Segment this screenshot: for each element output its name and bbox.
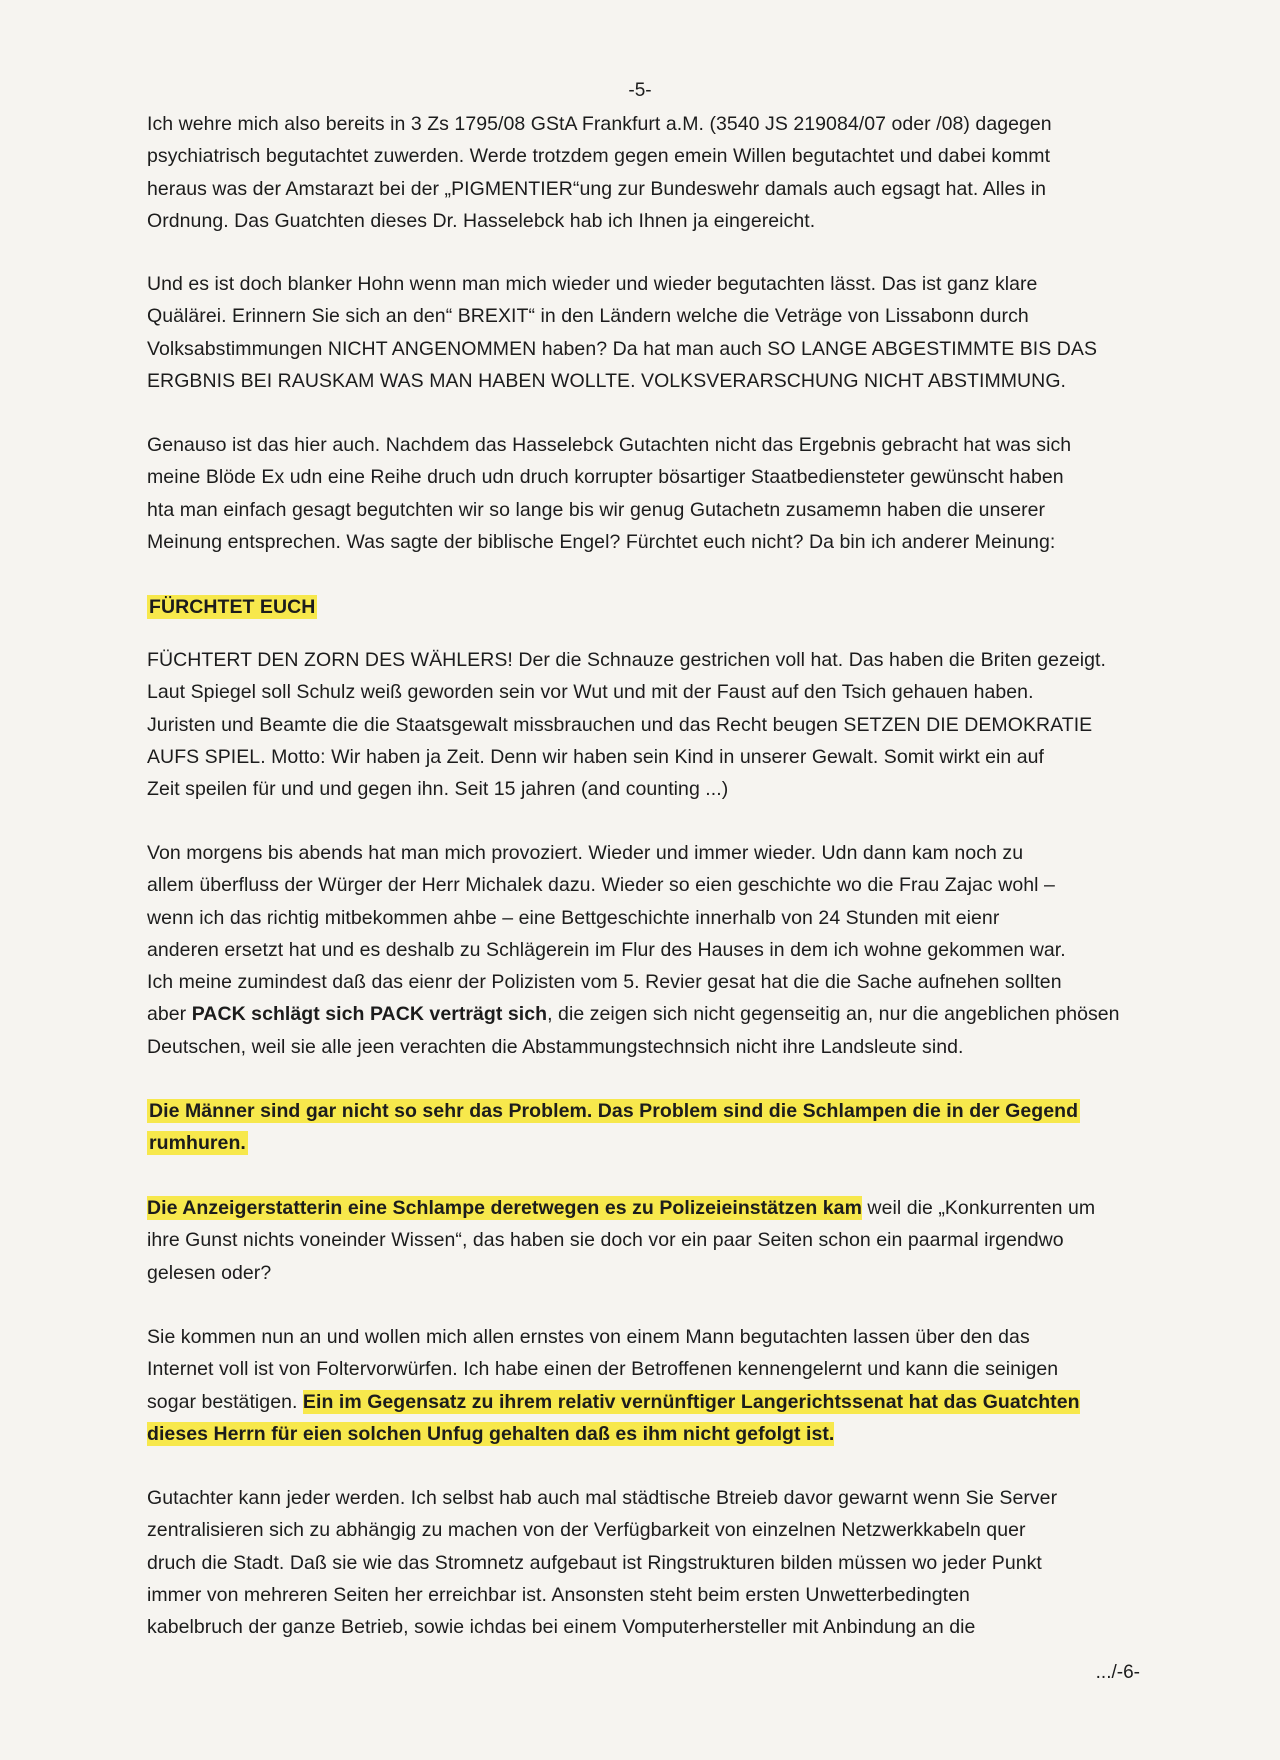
- text-line: Von morgens bis abends hat man mich provoziert. Wieder und immer wieder. Udn dann kam noch zu: [147, 842, 1024, 864]
- paragraph-2: [147, 268, 1147, 397]
- paragraph-5: [147, 837, 1147, 1063]
- text-line: Sie kommen nun an und wollen mich allen ernstes von einem Mann begutachten lassen über den das: [147, 1326, 1030, 1348]
- text-line: Ich meine zumindest daß das eienr der Polizisten vom 5. Revier gesat hat die die Sache aufnehen sollten: [147, 971, 1062, 994]
- highlighted-text: rumhuren.: [149, 1132, 246, 1155]
- text-line: Ordnung. Das Guatchten dieses Dr. Hasselebck hab ich Ihnen ja eingereicht.: [147, 209, 816, 232]
- highlighted-text: Ein im Gegensatz zu ihrem relativ vernünftiger Langerichtssenat hat das Guatchten: [302, 1390, 1080, 1413]
- text-line: Internet voll ist von Foltervorwürfen. Ich habe einen der Betroffenen kennengelernt und kann die seinigen: [147, 1358, 1059, 1381]
- text-line: [147, 1095, 1147, 1127]
- page-number: -5-: [628, 80, 652, 101]
- text-line: heraus was der Amstarazt bei der „PIGMENTIER“ung zur Bundeswehr damals auch egsagt hat. Alles in: [147, 177, 1046, 200]
- text-line: Quälärei. Erinnern Sie sich an den“ BREXIT“ in den Ländern welche die Veträge von Lissabonn durch: [147, 305, 1029, 328]
- text-fragment: sogar bestätigen.: [147, 1390, 303, 1413]
- highlighted-text: dieses Herrn für eien solchen Unfug gehalten daß es ihm nicht gefolgt ist.: [147, 1422, 835, 1445]
- text-line: [147, 1192, 1147, 1224]
- text-line: Und es ist doch blanker Hohn wenn man mich wieder und wieder begutachten lässt. Das ist ganz klare: [147, 273, 1038, 295]
- text-line: ERGBNIS BEI RAUSKAM WAS MAN HABEN WOLLTE. VOLKSVERARSCHUNG NICHT ABSTIMMUNG.: [147, 369, 1067, 392]
- text-line: Genauso ist das hier auch. Nachdem das Hasselebck Gutachten nicht das Ergebnis gebracht hat was sich: [147, 434, 1072, 456]
- paragraph-4: [147, 644, 1147, 805]
- text-line: [147, 1127, 1147, 1159]
- text-line: Meinung entsprechen. Was sagte der biblische Engel? Fürchtet euch nicht? Da bin ich anderer Meinung:: [147, 530, 1056, 553]
- bold-phrase: PACK schlägt sich PACK verträgt sich: [191, 1003, 548, 1026]
- paragraph-8: [147, 1321, 1147, 1450]
- text-line: [147, 1418, 1147, 1450]
- text-line: meine Blöde Ex udn eine Reihe druch udn druch korrupter bösartiger Staatbediensteter gewünscht haben: [147, 466, 1064, 489]
- text-line: Laut Spiegel soll Schulz weiß geworden sein vor Wut und mit der Faust auf den Tsich gehauen haben.: [147, 681, 1034, 704]
- paragraph-7: [147, 1192, 1147, 1289]
- text-line: hta man einfach gesagt begutchten wir so lange bis wir genug Gutachetn zusamemn haben die unserer: [147, 498, 1046, 521]
- text-line: anderen ersetzt hat und es deshalb zu Schlägerein im Flur des Hauses in dem ich wohne gekommen war.: [147, 938, 1066, 961]
- continuation-marker: .../-6-: [1095, 1662, 1140, 1683]
- highlighted-paragraph: [147, 1095, 1147, 1160]
- text-line: ihre Gunst nichts voneinder Wissen“, das haben sie doch vor ein paar Seiten schon ein paarmal irgendwo: [147, 1229, 1064, 1252]
- text-line: AUFS SPIEL. Motto: Wir haben ja Zeit. Denn wir haben sein Kind in unserer Gewalt. Somit wirkt ein auf: [147, 745, 1045, 768]
- text-line: [147, 998, 1147, 1030]
- text-line: Volksabstimmungen NICHT ANGENOMMEN haben? Da hat man auch SO LANGE ABGESTIMMTE BIS DAS: [147, 337, 1098, 360]
- paragraph-9: [147, 1482, 1147, 1643]
- text-line: kabelbruch der ganze Betrieb, sowie ichdas bei einem Vomputerhersteller mit Anbindung an die: [147, 1616, 976, 1639]
- text-line: zentralisieren sich zu abhängig zu machen von der Verfügbarkeit von einzelnen Netzwerkkabeln quer: [147, 1519, 1026, 1542]
- text-line: FÜCHTERT DEN ZORN DES WÄHLERS! Der die Schnauze gestrichen voll hat. Das haben die Briten gezeigt.: [147, 649, 1106, 671]
- text-line: gelesen oder?: [147, 1261, 272, 1284]
- highlighted-text: Die Männer sind gar nicht so sehr das Problem. Das Problem sind die Schlampen die in der Gegend: [149, 1100, 1079, 1122]
- text-fragment: weil die „Konkurrenten um: [861, 1197, 1096, 1219]
- highlighted-text: Die Anzeigerstatterin eine Schlampe deretwegen es zu Polizeieinstätzen kam: [147, 1197, 862, 1219]
- text-line: Zeit speilen für und und gegen ihn. Seit 15 jahren (and counting ...): [147, 778, 729, 801]
- text-line: Ich wehre mich also bereits in 3 Zs 1795/08 GStA Frankfurt a.M. (3540 JS 219084/07 oder /08) dagegen: [147, 113, 1052, 135]
- text-fragment: aber: [147, 1003, 192, 1026]
- text-line: Gutachter kann jeder werden. Ich selbst hab auch mal städtische Btreieb davor gewarnt wenn Sie Server: [147, 1487, 1058, 1509]
- text-line: psychiatrisch begutachtet zuwerden. Werde trotzdem gegen emein Willen begutachtet und dabei kommt: [147, 145, 1051, 168]
- text-line: Deutschen, weil sie alle jeen verachten die Abstammungstechnsich nicht ihre Landsleute sind.: [147, 1035, 964, 1058]
- highlighted-heading: [147, 591, 1147, 623]
- text-line: [147, 1386, 1147, 1418]
- paragraph-3: [147, 429, 1147, 558]
- heading-text: FÜRCHTET EUCH: [149, 596, 316, 618]
- paragraph-1: [147, 108, 1147, 237]
- text-line: Juristen und Beamte die die Staatsgewalt missbrauchen und das Recht beugen SETZEN DIE DEMOKRATIE: [147, 713, 1093, 736]
- text-fragment: , die zeigen sich nicht gegenseitig an, nur die angeblichen phösen: [547, 1003, 1120, 1026]
- text-line: allem überfluss der Würger der Herr Michalek dazu. Wieder so eien geschichte wo die Frau Zajac wohl –: [147, 874, 1055, 897]
- text-line: druch die Stadt. Daß sie wie das Stromnetz aufgebaut ist Ringstrukturen bilden müssen wo jeder Punkt: [147, 1551, 1042, 1574]
- text-line: wenn ich das richtig mitbekommen ahbe – eine Bettgeschichte innerhalb von 24 Stunden mit eienr: [147, 906, 1000, 929]
- text-line: immer von mehreren Seiten her erreichbar ist. Ansonsten steht beim ersten Unwetterbedingten: [147, 1583, 970, 1606]
